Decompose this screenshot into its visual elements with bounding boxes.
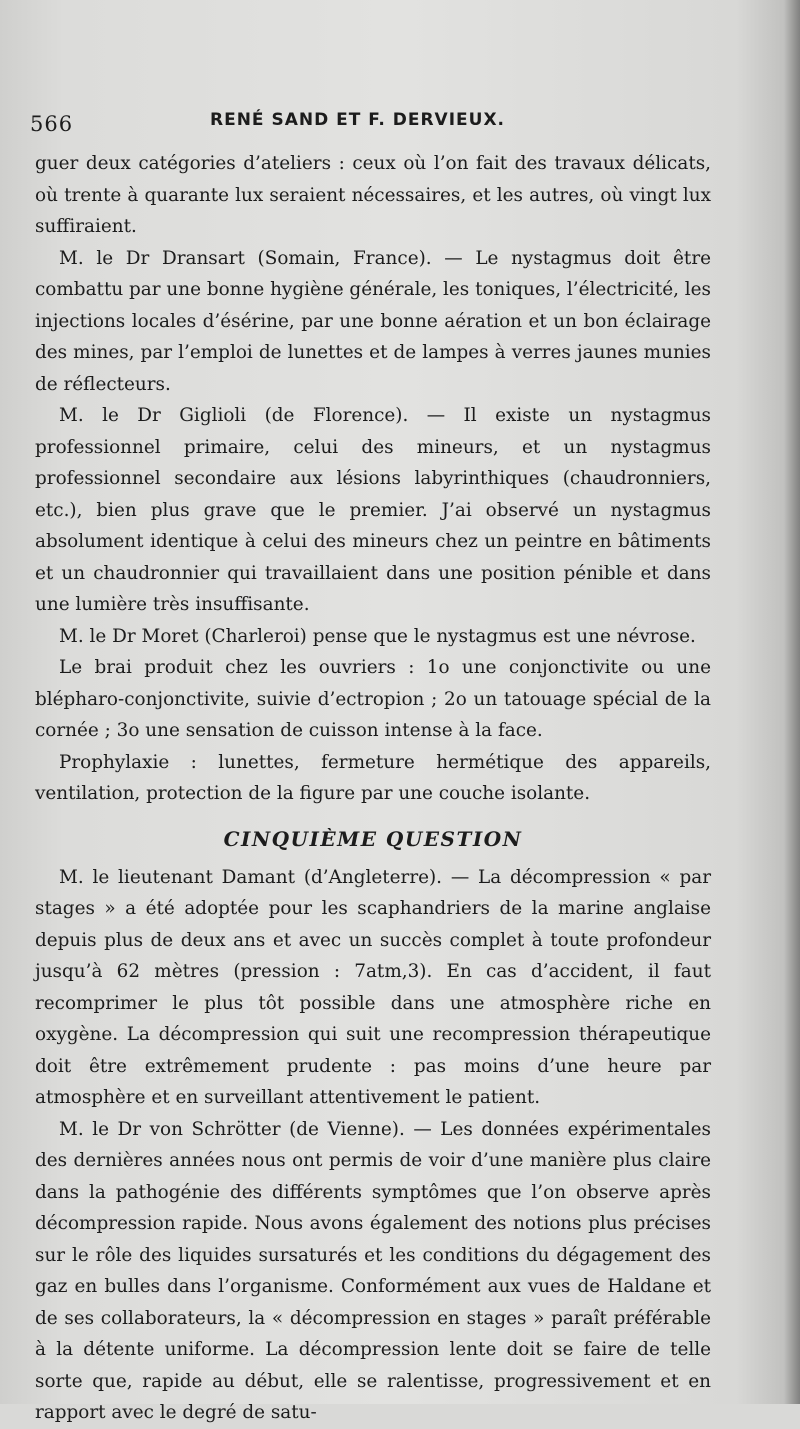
paragraph-dransart: M. le Dr Dransart (Somain, France). — Le nystagmus doit être combattu par une bonne hygiène générale, les toniques, l’électricité, les injections locales d’ésérine, par une bonne aération et un bon éclairage des mines, par l’emploi de lunettes et de lampes à verres jaunes munies de réflecteurs. — [35, 247, 711, 395]
page-number: 566 — [30, 112, 74, 136]
page-edge-shadow — [784, 0, 800, 1404]
page-header — [30, 108, 720, 138]
body-text — [35, 148, 711, 1429]
section-title: CINQUIÈME QUESTION — [223, 826, 523, 851]
paragraph-moret: M. le Dr Moret (Charleroi) pense que le nystagmus est une névrose. — [59, 625, 696, 647]
paragraph-schrotter: M. le Dr von Schrötter (de Vienne). — Les données expérimentales des dernières années nous ont permis de voir d’une manière plus claire dans la pathogénie des différents symptômes que l’on observe après décompression rapide. Nous avons également des notions plus précises sur le rôle des liquides sursaturés et les conditions du dégagement des gaz en bulles dans l’organisme. Conformément aux vues de Haldane et de ses collaborateurs, la « décompression en stages » paraît préférable à la détente uniforme. La décompression lente doit se faire de telle sorte que, rapide au début, elle se ralentisse, progressivement et en rapport avec le degré de satu- — [35, 1118, 711, 1423]
paragraph-brai: Le brai produit chez les ouvriers : 1o une conjonctivite ou une blépharo-conjonctivite, suivie d’ectropion ; 2o un tatouage spécial de la cornée ; 3o une sensation de cuisson intense à la face. — [35, 657, 711, 741]
paragraph-continuation: guer deux catégories d’ateliers : ceux où l’on fait des travaux délicats, où trente à quarante lux seraient nécessaires, et les autres, où vingt lux suffiraient. — [35, 153, 711, 237]
paragraph-prophylaxie: Prophylaxie : lunettes, fermeture hermétique des appareils, ventilation, protection de la figure par une couche isolante. — [35, 751, 711, 804]
paragraph-giglioli: M. le Dr Giglioli (de Florence). — Il existe un nystagmus professionnel primaire, celui des mineurs, et un nystagmus professionnel secondaire aux lésions labyrinthiques (chaudronniers, etc.), bien plus grave que le premier. J’ai observé un nystagmus absolument identique à celui des mineurs chez un peintre en bâtiments et un chaudronnier qui travaillaient dans une position pénible et dans une lumière très insuffisante. — [35, 405, 711, 615]
running-head: RENÉ SAND ET F. DERVIEUX. — [210, 110, 506, 130]
paragraph-damant: M. le lieutenant Damant (d’Angleterre). — La décompression « par stages » a été adoptée pour les scaphandriers de la marine anglaise depuis plus de deux ans et avec un succès complet à toute profondeur jusqu’à 62 mètres (pression : 7atm,3). En cas d’accident, il faut recomprimer le plus tôt possible dans une atmosphère riche en oxygène. La décompression qui suit une recompression thérapeutique doit être extrêmement prudente : pas moins d’une heure par atmosphère et en surveillant attentivement le patient. — [35, 866, 711, 1108]
